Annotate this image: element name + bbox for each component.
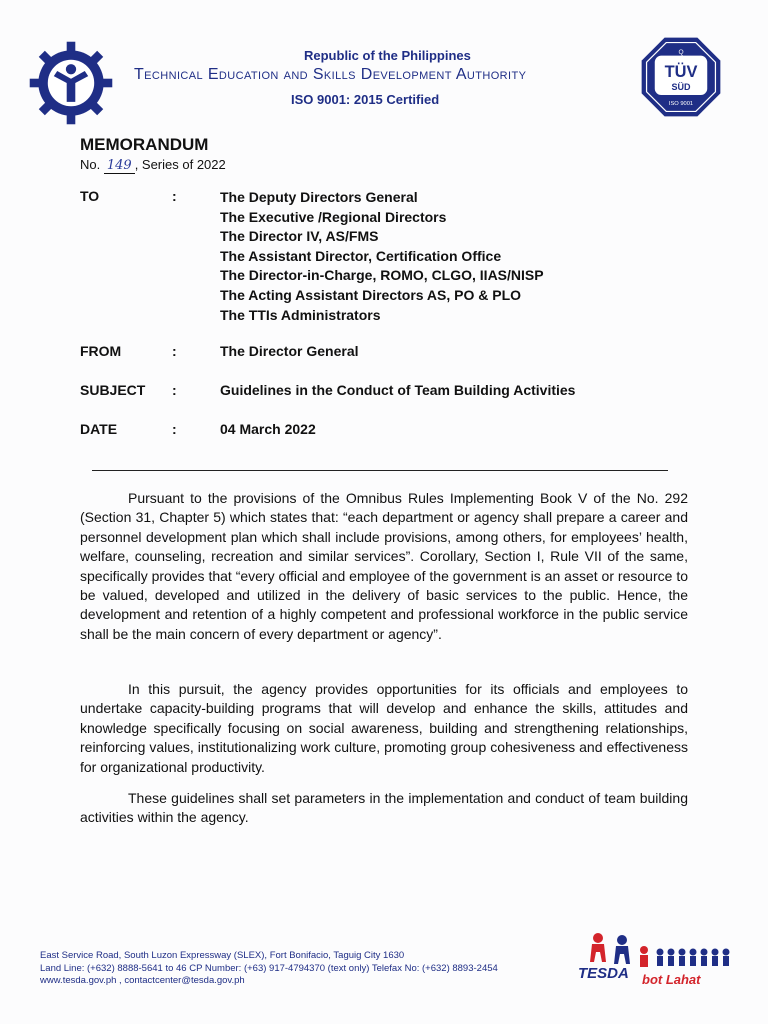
tesda-logo <box>28 40 114 126</box>
memo-number-line <box>80 157 226 173</box>
iso-certification: ISO 9001: 2015 Certified <box>291 92 440 107</box>
from-label: FROM <box>80 343 122 359</box>
body-paragraph-2: In this pursuit, the agency provides opportunities for its officials and employees to undertake capacity-building programs that will develop and enhance the skills, attitudes and knowledge specifically focusing on social awareness, building and strengthening relationships, reinforcing values, institutionalizing work culture, promoting group cohesiveness and effectiveness for organizational productivity. <box>80 681 688 775</box>
recipient-item: The Executive /Regional Directors <box>220 208 447 225</box>
memo-no-prefix: No. <box>80 157 101 172</box>
footer-contact <box>40 950 498 988</box>
footer-web: www.tesda.gov.ph , contactcenter@tesda.gov.ph <box>40 975 245 986</box>
tuv-iso-text: ISO 9001 <box>668 100 694 107</box>
memo-number: 149 <box>104 158 135 174</box>
from-colon: : <box>172 343 177 359</box>
recipient-item: The Assistant Director, Certification Office <box>220 247 502 264</box>
recipient-item: The Director IV, AS/FMS <box>220 228 379 245</box>
subject-value: Guidelines in the Conduct of Team Building Activities <box>220 382 576 398</box>
date-value: 04 March 2022 <box>220 421 316 437</box>
abot-lahat-wordmark: bot Lahat <box>642 972 701 987</box>
body-paragraph-3: These guidelines shall set parameters in the implementation and conduct of team building activities within the agency. <box>80 790 688 826</box>
header-divider <box>92 470 668 471</box>
footer-phones: Land Line: (+632) 8888-5641 to 46 CP Number: (+63) 917-4794370 (text only) Telefax No: (+632) 8893-2454 <box>40 962 498 974</box>
recipient-item: The Deputy Directors General <box>220 189 418 205</box>
subject-label: SUBJECT <box>80 382 146 398</box>
footer-address: East Service Road, South Luzon Expressway (SLEX), Fort Bonifacio, Taguig City 1630 <box>40 950 405 961</box>
tesda-wordmark: TESDA <box>578 965 629 982</box>
subject-colon: : <box>172 382 177 398</box>
memo-title: MEMORANDUM <box>80 135 209 154</box>
date-label: DATE <box>80 421 118 437</box>
recipient-item: The TTIs Administrators <box>220 306 381 323</box>
to-label: TO <box>80 188 100 204</box>
body-paragraph-1: Pursuant to the provisions of the Omnibus Rules Implementing Book V of the No. 292 (Section 31, Chapter 5) which states that: “each department or agency shall prepare a career and personnel development plan which shall include provisions, among others, for employees’ health, welfare, counseling, recreation and similar services”. Corollary, Section I, Rule VII of the same, specifically provides that “every official and employee of the government is an asset or resource to be valued, developed and utilized in the delivery of basic services to the public. Hence, the development and retention of a highly competent and professional workforce in the public service shall be the main concern of every department or agency”. <box>80 490 688 642</box>
tuv-q-mark: Q <box>678 49 684 57</box>
date-colon: : <box>172 421 177 437</box>
agency-name: Technical Education and Skills Development Authority <box>134 66 527 83</box>
sud-text: SÜD <box>671 82 691 93</box>
memo-series: , Series of 2022 <box>134 157 226 172</box>
republic-heading: Republic of the Philippines <box>304 48 471 63</box>
recipient-item: The Acting Assistant Directors AS, PO & PLO <box>220 286 522 303</box>
recipient-list <box>220 188 544 325</box>
to-colon: : <box>172 188 177 204</box>
tuv-text: TÜV <box>664 63 698 81</box>
tuv-sud-certification-logo <box>640 36 722 118</box>
from-value: The Director General <box>220 343 359 359</box>
recipient-item: The Director-in-Charge, ROMO, CLGO, IIAS/NISP <box>220 267 544 284</box>
tesda-abot-lahat-logo <box>572 928 742 990</box>
